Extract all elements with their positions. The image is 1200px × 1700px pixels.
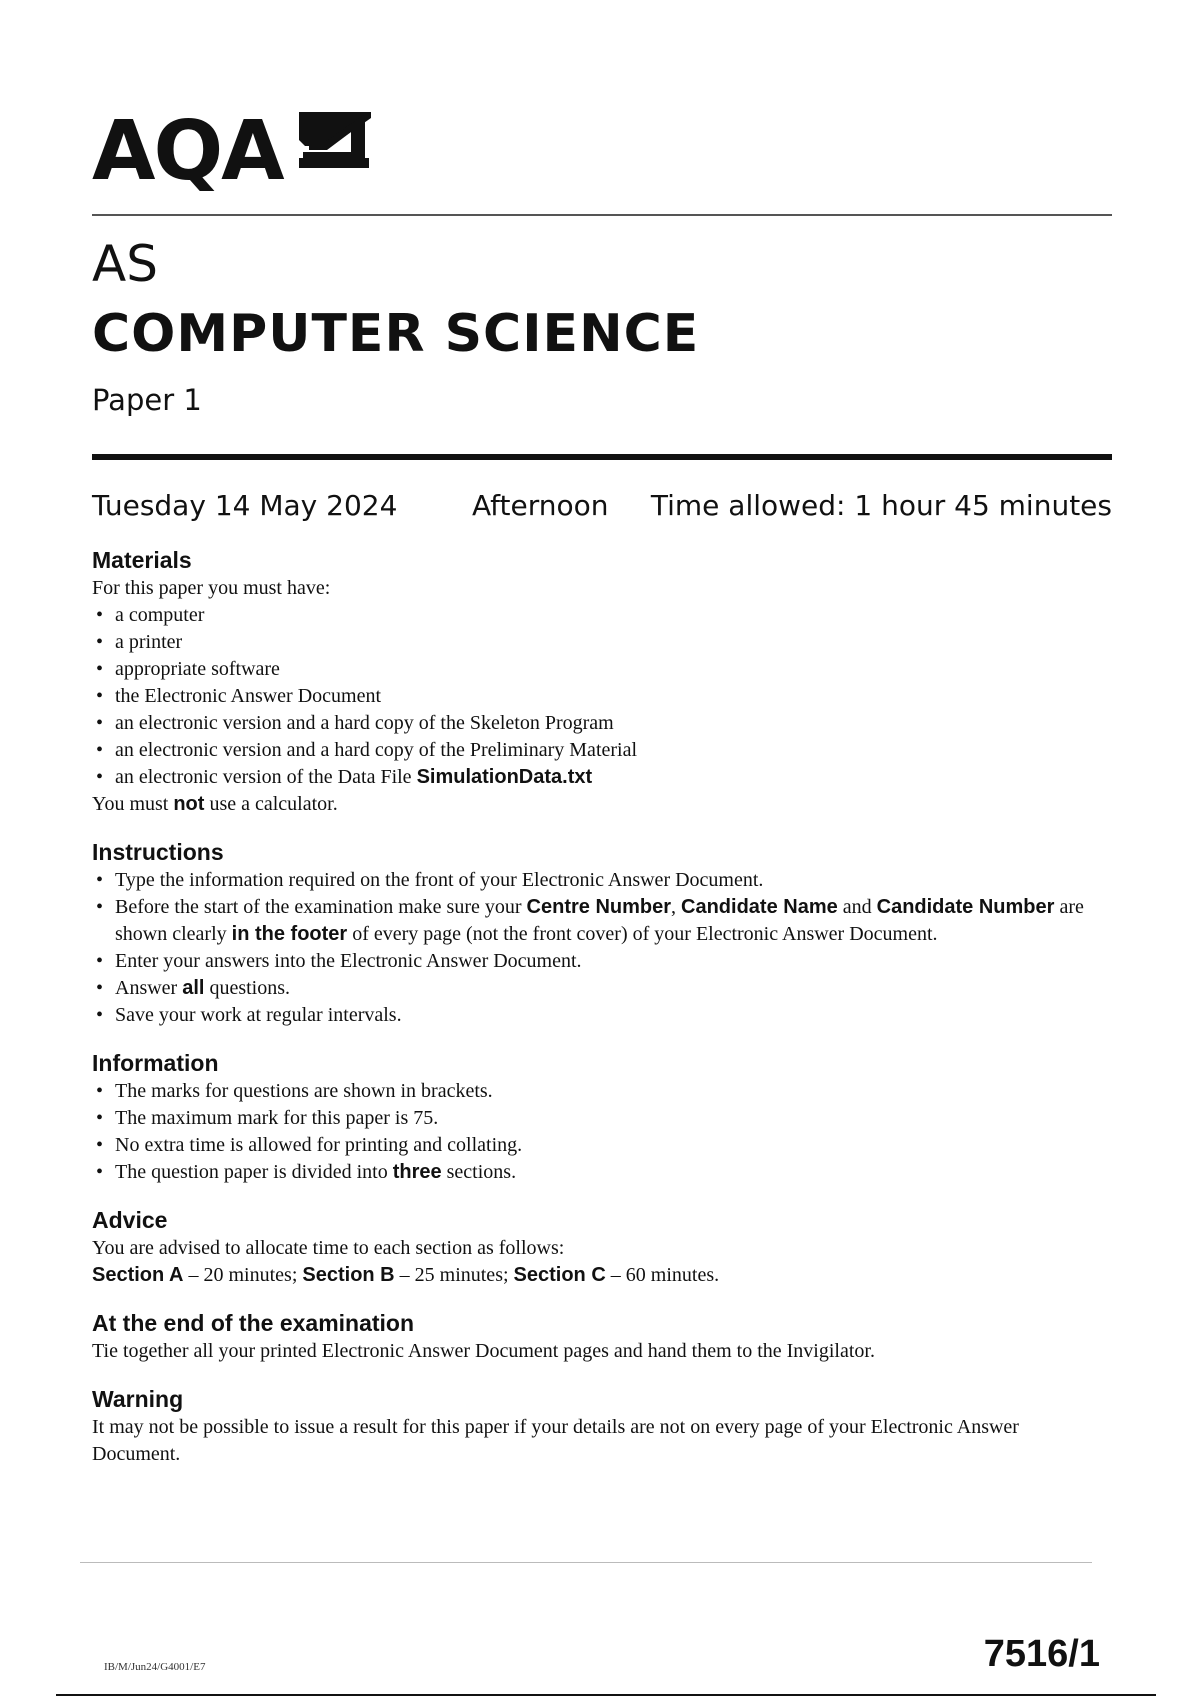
list-item: • Save your work at regular intervals. bbox=[96, 1004, 402, 1026]
list-item: • Type the information required on the front of your Electronic Answer Document. bbox=[96, 869, 764, 891]
end-of-exam-section bbox=[92, 1309, 1112, 1365]
information-list bbox=[92, 1078, 1112, 1186]
list-item: • appropriate software bbox=[96, 658, 280, 680]
list-item: • No extra time is allowed for printing and collating. bbox=[96, 1134, 523, 1156]
advice-heading: Advice bbox=[92, 1207, 168, 1233]
list-item: • an electronic version and a hard copy of the Preliminary Material bbox=[96, 739, 638, 761]
aqa-logo bbox=[92, 104, 375, 200]
instructions-heading: Instructions bbox=[92, 839, 224, 865]
warning-heading: Warning bbox=[92, 1386, 184, 1412]
advice-intro: You are advised to allocate time to each section as follows: bbox=[92, 1237, 565, 1259]
aqa-tick-mark-icon bbox=[291, 108, 375, 172]
list-item: • The question paper is divided into three sections. bbox=[96, 1161, 517, 1183]
list-item: • The maximum mark for this paper is 75. bbox=[96, 1107, 439, 1129]
list-item: • an electronic version and a hard copy of the Skeleton Program bbox=[96, 712, 614, 734]
end-of-exam-text: Tie together all your printed Electronic Answer Document pages and hand them to the Invigilator. bbox=[92, 1340, 875, 1362]
exam-information-sections bbox=[92, 546, 1112, 1488]
warning-section bbox=[92, 1385, 1112, 1468]
list-item: • a computer bbox=[96, 604, 205, 626]
list-item: • The marks for questions are shown in brackets. bbox=[96, 1080, 493, 1102]
materials-intro: For this paper you must have: bbox=[92, 577, 331, 599]
information-section bbox=[92, 1049, 1112, 1186]
footer-divider bbox=[80, 1562, 1092, 1563]
list-item: • a printer bbox=[96, 631, 183, 653]
section-timings: Section A – 20 minutes; Section B – 25 minutes; Section C – 60 minutes. bbox=[92, 1264, 720, 1286]
time-allowed: Time allowed: 1 hour 45 minutes bbox=[650, 489, 1112, 522]
aqa-logo-text: AQA bbox=[92, 104, 283, 199]
list-item: • Answer all questions. bbox=[96, 977, 291, 999]
list-item: • Enter your answers into the Electronic Answer Document. bbox=[96, 950, 582, 972]
materials-heading: Materials bbox=[92, 547, 192, 573]
instructions-section bbox=[92, 838, 1112, 1029]
warning-text: It may not be possible to issue a result for this paper if your details are not on every page of your Electronic Answer Document. bbox=[92, 1416, 1019, 1465]
calculator-notice: You must not use a calculator. bbox=[92, 793, 338, 815]
title-divider bbox=[92, 454, 1112, 460]
subject-title: COMPUTER SCIENCE bbox=[92, 304, 700, 364]
materials-section bbox=[92, 546, 1112, 818]
end-of-exam-heading: At the end of the examination bbox=[92, 1310, 415, 1336]
exam-date-line bbox=[92, 484, 1112, 528]
list-item: • an electronic version of the Data File SimulationData.txt bbox=[96, 766, 593, 788]
qualification-level: AS bbox=[92, 235, 158, 293]
document-reference: IB/M/Jun24/G4001/E7 bbox=[104, 1661, 206, 1673]
materials-list bbox=[92, 602, 1112, 791]
advice-section bbox=[92, 1206, 1112, 1289]
exam-date: Tuesday 14 May 2024 bbox=[92, 489, 398, 522]
paper-code: 7516/1 bbox=[983, 1633, 1100, 1675]
instructions-list bbox=[92, 867, 1112, 1029]
list-item: • the Electronic Answer Document bbox=[96, 685, 382, 707]
bottom-edge-line bbox=[56, 1694, 1156, 1696]
exam-session: Afternoon bbox=[472, 489, 609, 522]
data-file-name: SimulationData.txt bbox=[416, 766, 593, 788]
information-heading: Information bbox=[92, 1050, 219, 1076]
header-divider bbox=[92, 214, 1112, 216]
paper-number: Paper 1 bbox=[92, 383, 202, 417]
list-item: • Before the start of the examination make sure your Centre Number, Candidate Name and Candidate Number are shown clearly in the footer of every page (not the front cover) of your Electronic Answer Document. bbox=[96, 896, 1084, 945]
